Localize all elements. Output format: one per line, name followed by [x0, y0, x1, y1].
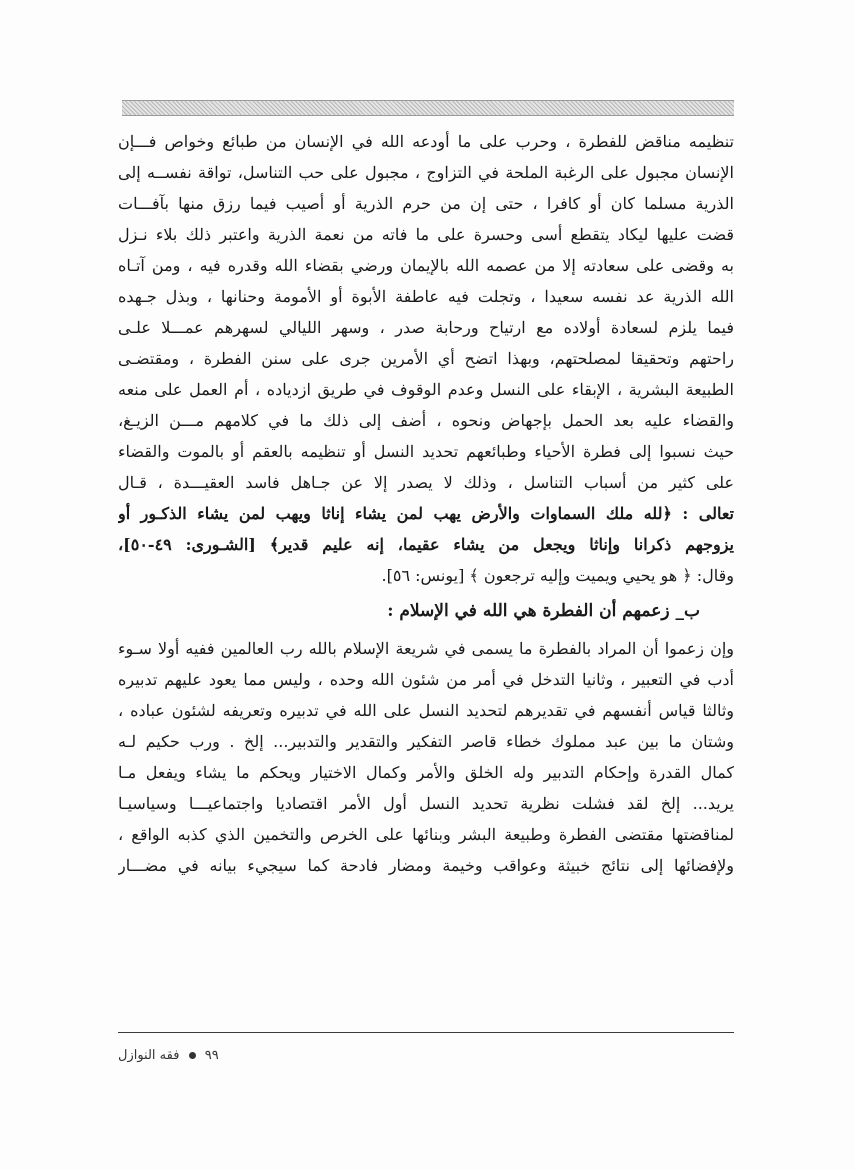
- text-line: تنظيمه مناقض للفطرة ، وحرب على ما أودعه الله في الإنسان من طبائع وخواص فـــإن: [118, 132, 734, 151]
- text-line: الله الذرية عد نفسه سعيدا ، وتجلت فيه عاطفة الأبوة أو الأمومة وحنانها ، وبذل جـهده: [118, 287, 734, 306]
- text-line: الطبيعة البشرية ، الإبقاء على النسل وعدم الوقوف في طريق ازدياده ، أم العمل على منعه: [118, 380, 734, 399]
- text-line: والقضاء عليه بعد الحمل بإجهاض ونحوه ، أضف إلى ذلك ما في كلامهم مـــن الزيـغ،: [118, 411, 734, 430]
- text-line: وثالثا قياس أنفسهم في تقديرهم لتحديد النسل على الله في تدبيره وتعريفه لشئون عباده ،: [118, 701, 734, 720]
- text-line: كمال القدرة وإحكام التدبير وله الخلق والأمر وكمال الاختيار ويحكم ما يشاء ويفعل مـا: [118, 763, 734, 782]
- text-line: الذرية مسلما كان أو كافرا ، حتى إن من حرم الذرية أو أصيب فيما رزق منها بآفـــات: [118, 194, 734, 213]
- book-title: فقه النوازل: [118, 1048, 180, 1063]
- text-line: وإن زعموا أن المراد بالفطرة ما يسمى في شريعة الإسلام بالله رب العالمين ففيه أولا سـوء: [118, 639, 734, 658]
- page-number: ٩٩: [204, 1048, 219, 1063]
- decorative-header-band: [122, 100, 734, 116]
- text-line: أدب في التعبير ، وثانيا التدخل في أمر من شئون الله وحده ، وليس مما يعود عليهم تدبيره: [118, 670, 734, 689]
- text-line: على كثير من أسباب التناسل ، وذلك لا يصدر إلا عن جـاهل فاسد العقيـــدة ، قـال: [118, 473, 734, 492]
- text-line: الإنسان مجبول على الرغبة الملحة في التزاوج ، مجبول على حب التناسل، تواقة نفســه إلى: [118, 163, 734, 182]
- text-line: يريد... إلخ لقد فشلت نظرية تحديد النسل أول الأمر اقتصاديا واجتماعيـــا وسياسيـا: [118, 794, 734, 813]
- text-line: وقال: ﴿ هو يحيي ويميت وإليه ترجعون ﴾ [يونس: ٥٦].: [381, 566, 734, 585]
- quran-verse-line: يزوجهم ذكرانا وإناثا ويجعل من يشاء عقيما، إنه عليم قدير﴾ [الشـورى: ٤٩-٥٠]،: [118, 535, 734, 554]
- bullet-icon: [189, 1052, 196, 1059]
- text-line: حيث نسبوا إلى فطرة الأحياء وطبائعهم تحديد النسل أو تنظيمه بالعقم أو بالموت والقضاء: [118, 442, 734, 461]
- quran-verse-line: تعالى : ﴿لله ملك السماوات والأرض يهب لمن يشاء إناثا ويهب لمن يشاء الذكـور أو: [118, 504, 734, 523]
- text-line: لمناقضتها مقتضى الفطرة وطبيعة البشر وبنائها على الخرص والتخمين الذي كذبه الواقع ،: [118, 825, 734, 844]
- body-text: [118, 126, 734, 881]
- text-line: وشتان ما بين عبد مملوك خطاء قاصر التفكير والتقدير والتدبير... إلخ . ورب حكيم لـه: [118, 732, 734, 751]
- text-line: به وقضى على سعادته إلا من عصمه الله بالإيمان ورضي بقضاء الله وقدره فيه ، ومن آتـاه: [118, 256, 734, 275]
- text-line: ولإفضائها إلى نتائج خبيثة وعواقب وخيمة ومضار فادحة كما سيجيء بيانه في مضـــار: [118, 856, 734, 875]
- footer-divider: [118, 1032, 734, 1033]
- text-line: راحتهم وتحقيقا لمصلحتهم، وبهذا اتضح أي الأمرين جرى على سنن الفطرة ، ومقتضـى: [118, 349, 734, 368]
- page-footer: [118, 1046, 358, 1066]
- text-line: فيما يلزم لسعادة أولاده مع ارتياح ورحابة صدر ، وسهر الليالي لسهرهم عمـــلا علـى: [118, 318, 734, 337]
- section-heading: ب_ زعمهم أن الفطرة هي الله في الإسلام :: [387, 601, 700, 621]
- text-line: قضت عليها ليكاد يتقطع أسى وحسرة على ما فاته من نعمة الذرية واعتبر ذلك بلاء نـزل: [118, 225, 734, 244]
